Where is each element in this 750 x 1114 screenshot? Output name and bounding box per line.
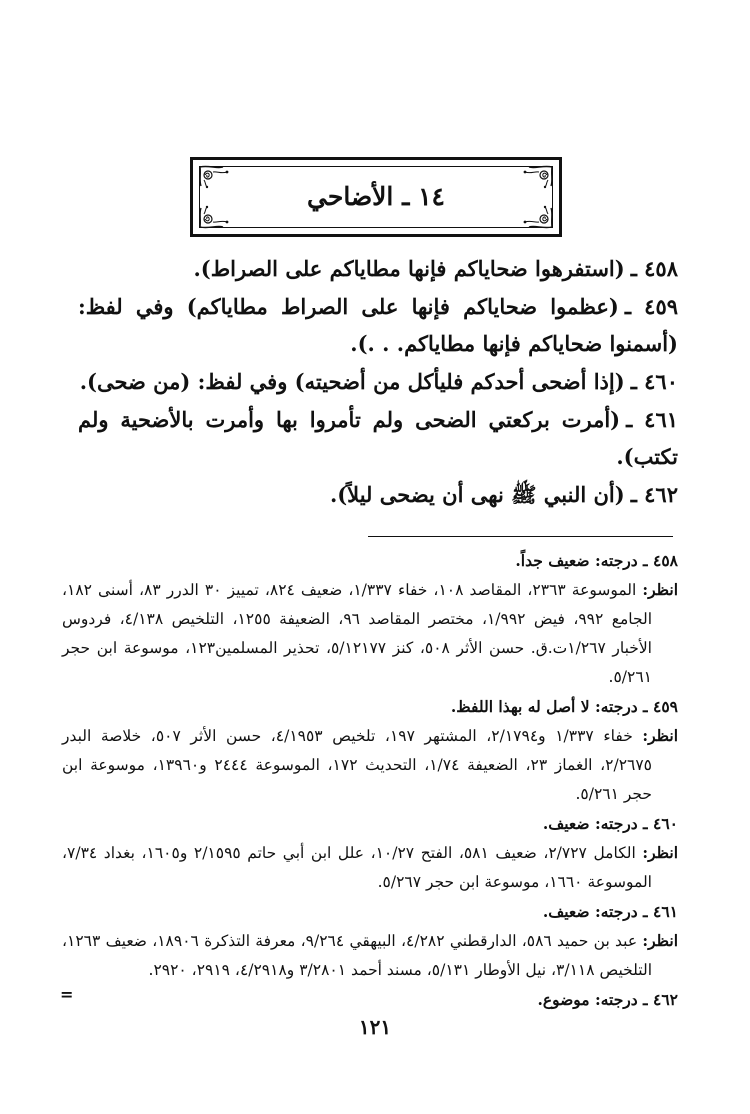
hadith-text: (أن النبي ﷺ نهى أن يضحى ليلاً).	[329, 482, 625, 507]
grade-value: ضعيف.	[542, 902, 590, 921]
hadith-text: (أمرت بركعتي الضحى ولم تأمروا بها وأمرت بالأضحية ولم تكتب).	[78, 407, 678, 469]
hadith-number: ٤٥٨ ـ	[630, 256, 678, 281]
footnote-number: ٤٦٠	[653, 814, 678, 833]
hadith-entry	[78, 250, 678, 287]
grade-label: ـ درجته:	[594, 697, 648, 716]
references	[62, 721, 678, 809]
footnote-divider	[368, 536, 673, 537]
grade-line	[62, 692, 678, 721]
grade-label: ـ درجته:	[594, 990, 648, 1009]
hadith-number: ٤٦١ ـ	[626, 407, 679, 432]
grade-line	[62, 897, 678, 926]
references	[62, 926, 678, 985]
page-number: ١٢١	[358, 1015, 392, 1039]
refs-text: عبد بن حميد ٥٨٦، الدارقطني ٤/٢٨٢، البيهقي ٩/٢٦٤، معرفة التذكرة ١٨٩٠٦، ضعيف ١٢٦٣، التلخيص ٣/١١٨، نيل الأوطار ٥/١٣١، مسند أحمد ٣/٢٨٠١ و٤/٢٩١٨، ٢٩١٩، ٢٩٢٠.	[62, 932, 652, 979]
hadith-entry	[78, 476, 678, 513]
footnote-462	[62, 985, 678, 1014]
references	[62, 575, 678, 692]
refs-label: انظر:	[642, 843, 678, 862]
refs-text: الموسوعة ٢٣٦٣، المقاصد ١٠٨، خفاء ١/٣٣٧، ضعيف ٨٢٤، تمييز ٣٠ الدرر ٨٣، أسنى ١٨٢، الجامع ٩٩٢، فيض ١/٩٩٢، مختصر المقاصد ٩٦، الضعيفة ١٢٥٥، التلخيص ٤/١٣٨، فردوس الأخبار ١/٢٦٧ت.ق. حسن الأثر ٥٠٨، كنز ٥/١٢١٧٧، تحذير المسلمين١٢٣، موسوعة ابن حجر ٥/٢٦١.	[62, 581, 652, 686]
hadith-text: (عظموا ضحاياكم فإنها على الصراط مطاياكم) وفي لفظ: (أسمنوا ضحاياكم فإنها مطاياكم. . .).	[78, 294, 678, 356]
grade-value: لا أصل له بهذا اللفظ.	[450, 697, 590, 716]
chapter-title: ١٤ ـ الأضاحي	[307, 182, 445, 211]
refs-label: انظر:	[642, 726, 678, 745]
hadith-number: ٤٥٩ ـ	[624, 294, 679, 319]
footnote-459	[62, 692, 678, 809]
chapter-header-frame	[190, 157, 562, 237]
continuation-mark: =	[60, 985, 74, 1004]
footnote-number: ٤٦٢	[653, 990, 678, 1009]
grade-value: موضوع.	[537, 990, 590, 1009]
grade-line	[62, 985, 678, 1014]
footnote-number: ٤٦١	[653, 902, 678, 921]
grade-value: ضعيف.	[542, 814, 590, 833]
refs-label: انظر:	[642, 580, 678, 599]
refs-label: انظر:	[642, 931, 678, 950]
hadith-number: ٤٦٢ ـ	[630, 482, 678, 507]
grade-label: ـ درجته:	[594, 902, 648, 921]
hadith-number: ٤٦٠ ـ	[630, 369, 678, 394]
references	[62, 838, 678, 897]
hadith-entry	[78, 288, 678, 362]
footnote-number: ٤٥٩	[653, 697, 678, 716]
grade-line	[62, 809, 678, 838]
hadith-list	[78, 250, 678, 514]
grade-value: ضعيف جداً.	[515, 551, 590, 570]
footnote-461	[62, 897, 678, 985]
footnote-number: ٤٥٨	[653, 551, 678, 570]
hadith-text: (إذا أضحى أحدكم فليأكل من أضحيته) وفي لفظ: (من ضحى).	[79, 369, 625, 394]
footnotes	[62, 546, 678, 1014]
grade-line	[62, 546, 678, 575]
refs-text: الكامل ٢/٧٢٧، ضعيف ٥٨١، الفتح ١٠/٢٧، علل ابن أبي حاتم ٢/١٥٩٥ و١٦٠٥، بغداد ٧/٣٤، الموسوعة ١٦٦٠، موسوعة ابن حجر ٥/٢٦٧.	[62, 844, 652, 891]
footnote-458	[62, 546, 678, 692]
footnote-460	[62, 809, 678, 897]
hadith-entry	[78, 401, 678, 475]
hadith-text: (استفرهوا ضحاياكم فإنها مطاياكم على الصراط).	[193, 256, 625, 281]
grade-label: ـ درجته:	[594, 814, 648, 833]
hadith-entry	[78, 363, 678, 400]
refs-text: خفاء ١/٣٣٧ و٢/١٧٩٤، المشتهر ١٩٧، تلخيص ٤/١٩٥٣، حسن الأثر ٥٠٧، خلاصة البدر ٢/٢٦٧٥، الغماز ٢٣، الضعيفة ١/٧٤، التحديث ١٧٢، الموسوعة ٢٤٤٤ و١٣٩٦٠، موسوعة ابن حجر ٥/٢٦١.	[62, 727, 652, 803]
grade-label: ـ درجته:	[594, 551, 648, 570]
